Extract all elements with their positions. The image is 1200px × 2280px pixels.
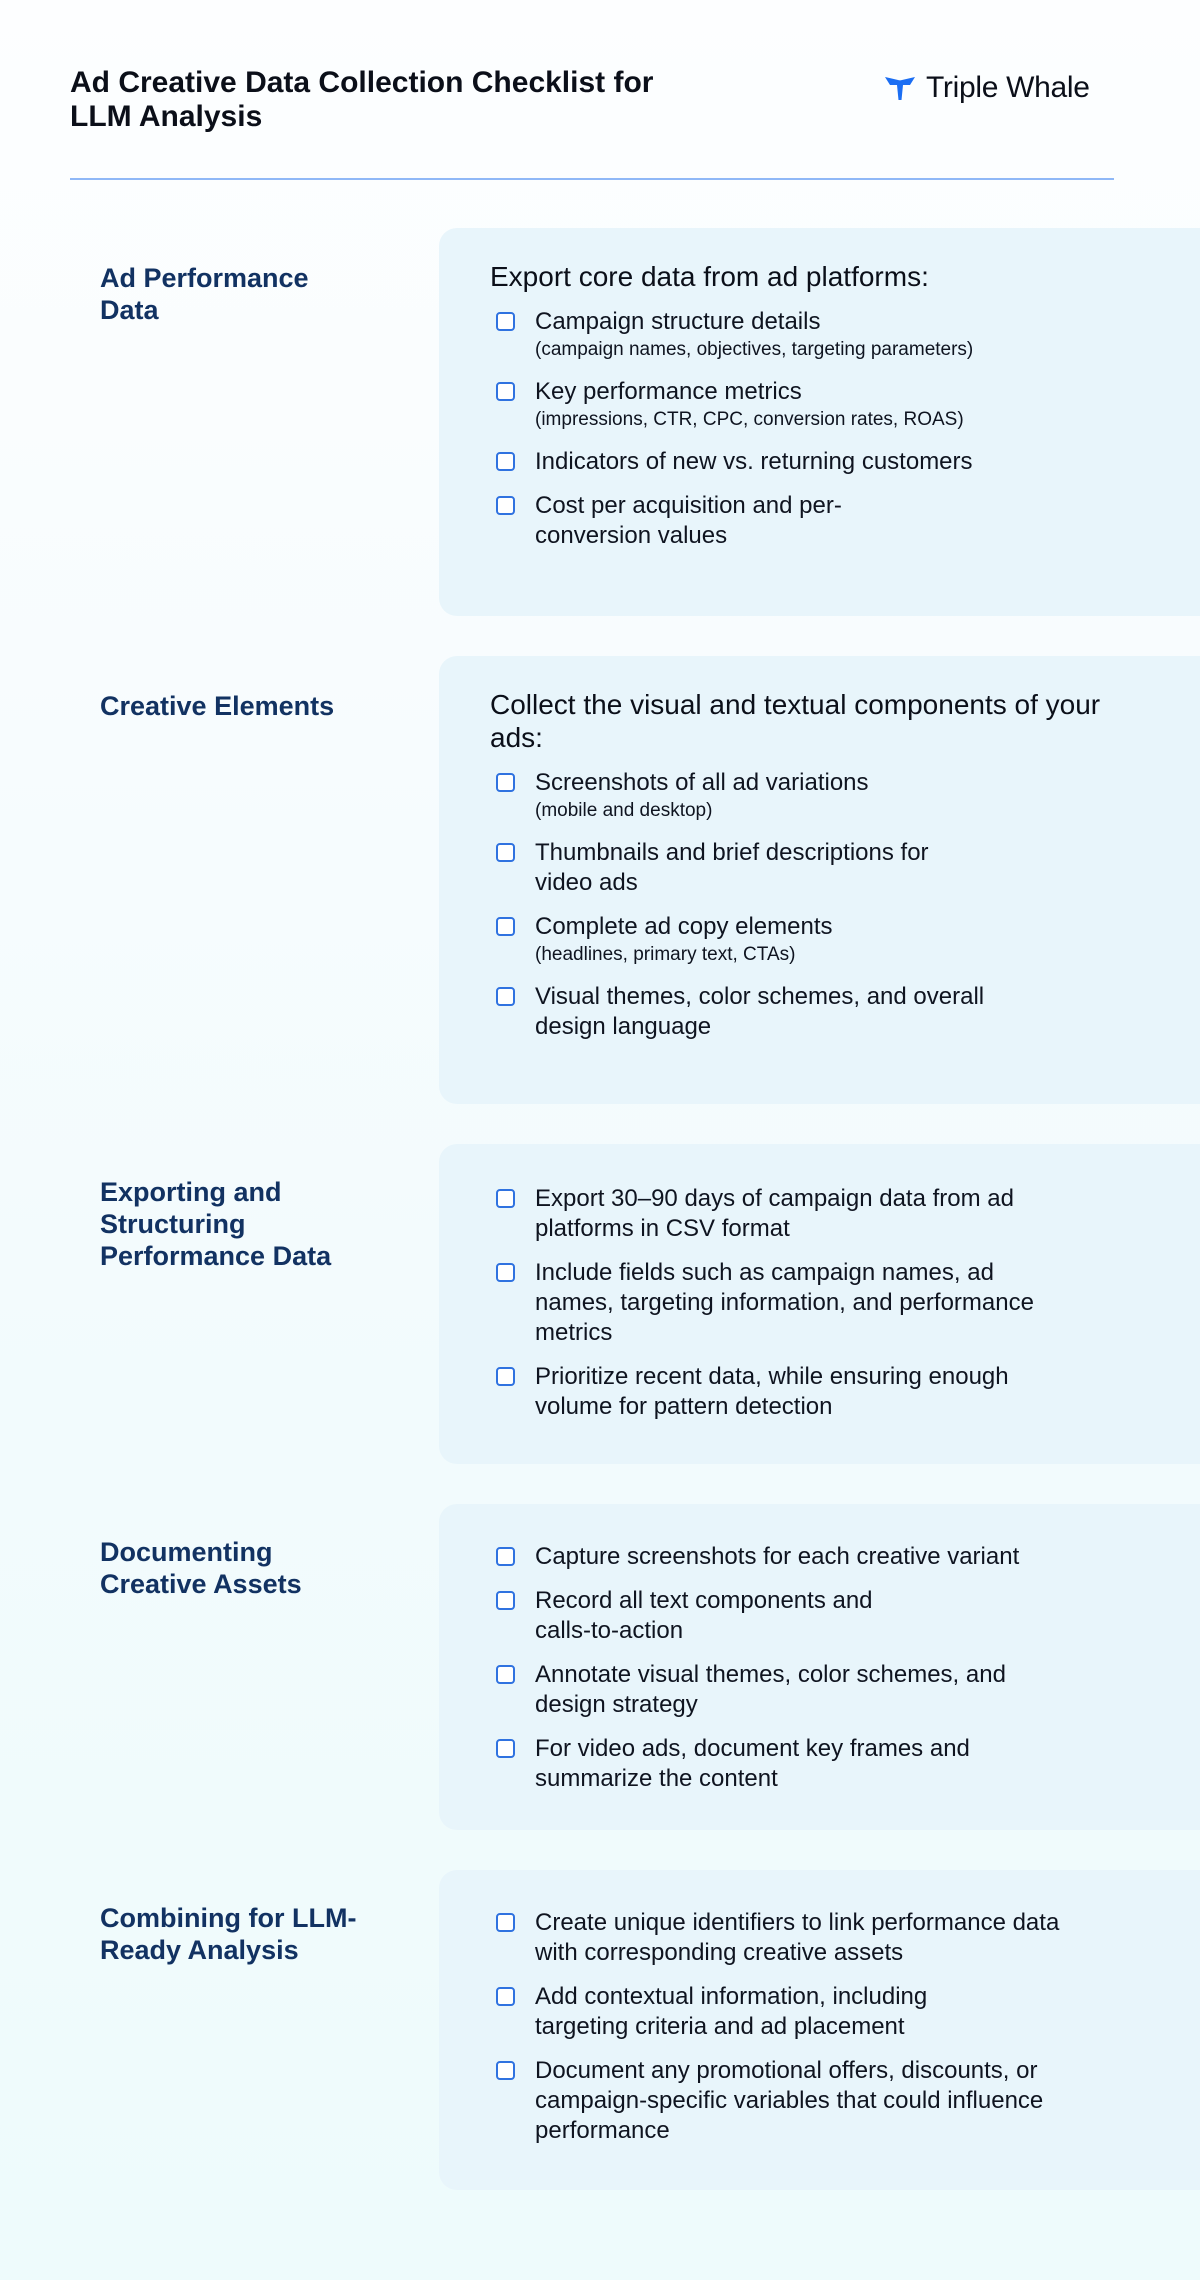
checklist bbox=[490, 768, 1130, 1042]
checklist-item bbox=[490, 982, 1130, 1042]
checklist bbox=[490, 1184, 1130, 1422]
item-text: Add contextual information, including targeting criteria and ad placement bbox=[535, 1983, 928, 2040]
checklist-item bbox=[490, 1258, 1130, 1348]
brand-name: Triple Whale bbox=[926, 71, 1090, 104]
item-text: Document any promotional offers, discounts, or campaign-specific variables that could influence performance bbox=[535, 2057, 1044, 2144]
checklist-item bbox=[490, 1184, 1130, 1244]
section-lead: Collect the visual and textual components of your ads: bbox=[490, 689, 1101, 753]
checklist-item bbox=[490, 1586, 1130, 1646]
section-panel bbox=[439, 1870, 1200, 2190]
checklist-item bbox=[490, 491, 1130, 551]
checkbox[interactable] bbox=[496, 1987, 515, 2006]
item-note: (headlines, primary text, CTAs) bbox=[535, 944, 796, 965]
checkbox[interactable] bbox=[496, 1591, 515, 1610]
item-text: Record all text components and calls-to-action bbox=[535, 1587, 873, 1644]
checklist bbox=[490, 1542, 1130, 1794]
checklist-item bbox=[490, 838, 1130, 898]
checkbox[interactable] bbox=[496, 2061, 515, 2080]
section-panel bbox=[439, 1144, 1200, 1464]
item-note: (impressions, CTR, CPC, conversion rates, ROAS) bbox=[535, 409, 964, 430]
section-title: Combining for LLM-Ready Analysis bbox=[100, 1903, 357, 1965]
section-creative-elements bbox=[0, 656, 1200, 1104]
checklist-item bbox=[490, 1660, 1130, 1720]
item-text: For video ads, document key frames and summarize the content bbox=[535, 1735, 970, 1792]
item-text: Screenshots of all ad variations bbox=[535, 769, 869, 796]
checkbox[interactable] bbox=[496, 1189, 515, 1208]
checkbox[interactable] bbox=[496, 496, 515, 515]
brand bbox=[884, 70, 1090, 106]
section-ad-performance-data bbox=[0, 228, 1200, 616]
checklist-item bbox=[490, 912, 1130, 968]
checklist bbox=[490, 1908, 1130, 2146]
section-title: Documenting Creative Assets bbox=[100, 1537, 302, 1599]
item-note: (campaign names, objectives, targeting parameters) bbox=[535, 339, 974, 360]
section-panel bbox=[439, 228, 1200, 616]
item-text: Create unique identifiers to link performance data with corresponding creative assets bbox=[535, 1909, 1060, 1966]
item-note: (mobile and desktop) bbox=[535, 800, 713, 821]
section-title: Exporting and Structuring Performance Data bbox=[100, 1177, 332, 1271]
checklist-item bbox=[490, 307, 1130, 363]
checkbox[interactable] bbox=[496, 1263, 515, 1282]
checklist-item bbox=[490, 377, 1130, 433]
item-text: Complete ad copy elements bbox=[535, 913, 833, 940]
item-text: Key performance metrics bbox=[535, 378, 802, 405]
item-text: Include fields such as campaign names, ad names, targeting information, and performance metrics bbox=[535, 1259, 1034, 1346]
checklist-item bbox=[490, 1908, 1130, 1968]
whale-tail-icon bbox=[884, 74, 916, 102]
checkbox[interactable] bbox=[496, 382, 515, 401]
item-text: Thumbnails and brief descriptions for video ads bbox=[535, 839, 929, 896]
section-panel bbox=[439, 656, 1200, 1104]
checklist bbox=[490, 307, 1130, 551]
section-combining-for-llm bbox=[0, 1870, 1200, 2190]
page-title: Ad Creative Data Collection Checklist for LLM Analysis bbox=[70, 66, 654, 133]
section-lead: Export core data from ad platforms: bbox=[490, 261, 929, 292]
item-text: Visual themes, color schemes, and overall design language bbox=[535, 983, 985, 1040]
checkbox[interactable] bbox=[496, 987, 515, 1006]
header-divider bbox=[70, 178, 1114, 180]
section-title: Ad Performance Data bbox=[100, 263, 309, 325]
item-text: Annotate visual themes, color schemes, and design strategy bbox=[535, 1661, 1006, 1718]
section-exporting-performance-data bbox=[0, 1144, 1200, 1464]
checklist-item bbox=[490, 2056, 1130, 2146]
section-title: Creative Elements bbox=[100, 691, 335, 721]
checklist-item bbox=[490, 768, 1130, 824]
checkbox[interactable] bbox=[496, 1913, 515, 1932]
checkbox[interactable] bbox=[496, 452, 515, 471]
checkbox[interactable] bbox=[496, 843, 515, 862]
checklist-item bbox=[490, 447, 1130, 477]
checklist-item bbox=[490, 1362, 1130, 1422]
page-header bbox=[70, 66, 1114, 133]
checklist-item bbox=[490, 1734, 1130, 1794]
checkbox[interactable] bbox=[496, 1665, 515, 1684]
section-documenting-creative-assets bbox=[0, 1504, 1200, 1830]
item-text: Prioritize recent data, while ensuring enough volume for pattern detection bbox=[535, 1363, 1009, 1420]
item-text: Cost per acquisition and per-conversion values bbox=[535, 492, 842, 549]
checklist-item bbox=[490, 1982, 1130, 2042]
item-text: Capture screenshots for each creative variant bbox=[535, 1543, 1020, 1570]
checkbox[interactable] bbox=[496, 1547, 515, 1566]
item-text: Export 30–90 days of campaign data from ad platforms in CSV format bbox=[535, 1185, 1014, 1242]
section-panel bbox=[439, 1504, 1200, 1830]
checkbox[interactable] bbox=[496, 312, 515, 331]
checklist-item bbox=[490, 1542, 1130, 1572]
checkbox[interactable] bbox=[496, 917, 515, 936]
checkbox[interactable] bbox=[496, 1739, 515, 1758]
item-text: Indicators of new vs. returning customers bbox=[535, 448, 973, 475]
item-text: Campaign structure details bbox=[535, 308, 821, 335]
checkbox[interactable] bbox=[496, 1367, 515, 1386]
checkbox[interactable] bbox=[496, 773, 515, 792]
